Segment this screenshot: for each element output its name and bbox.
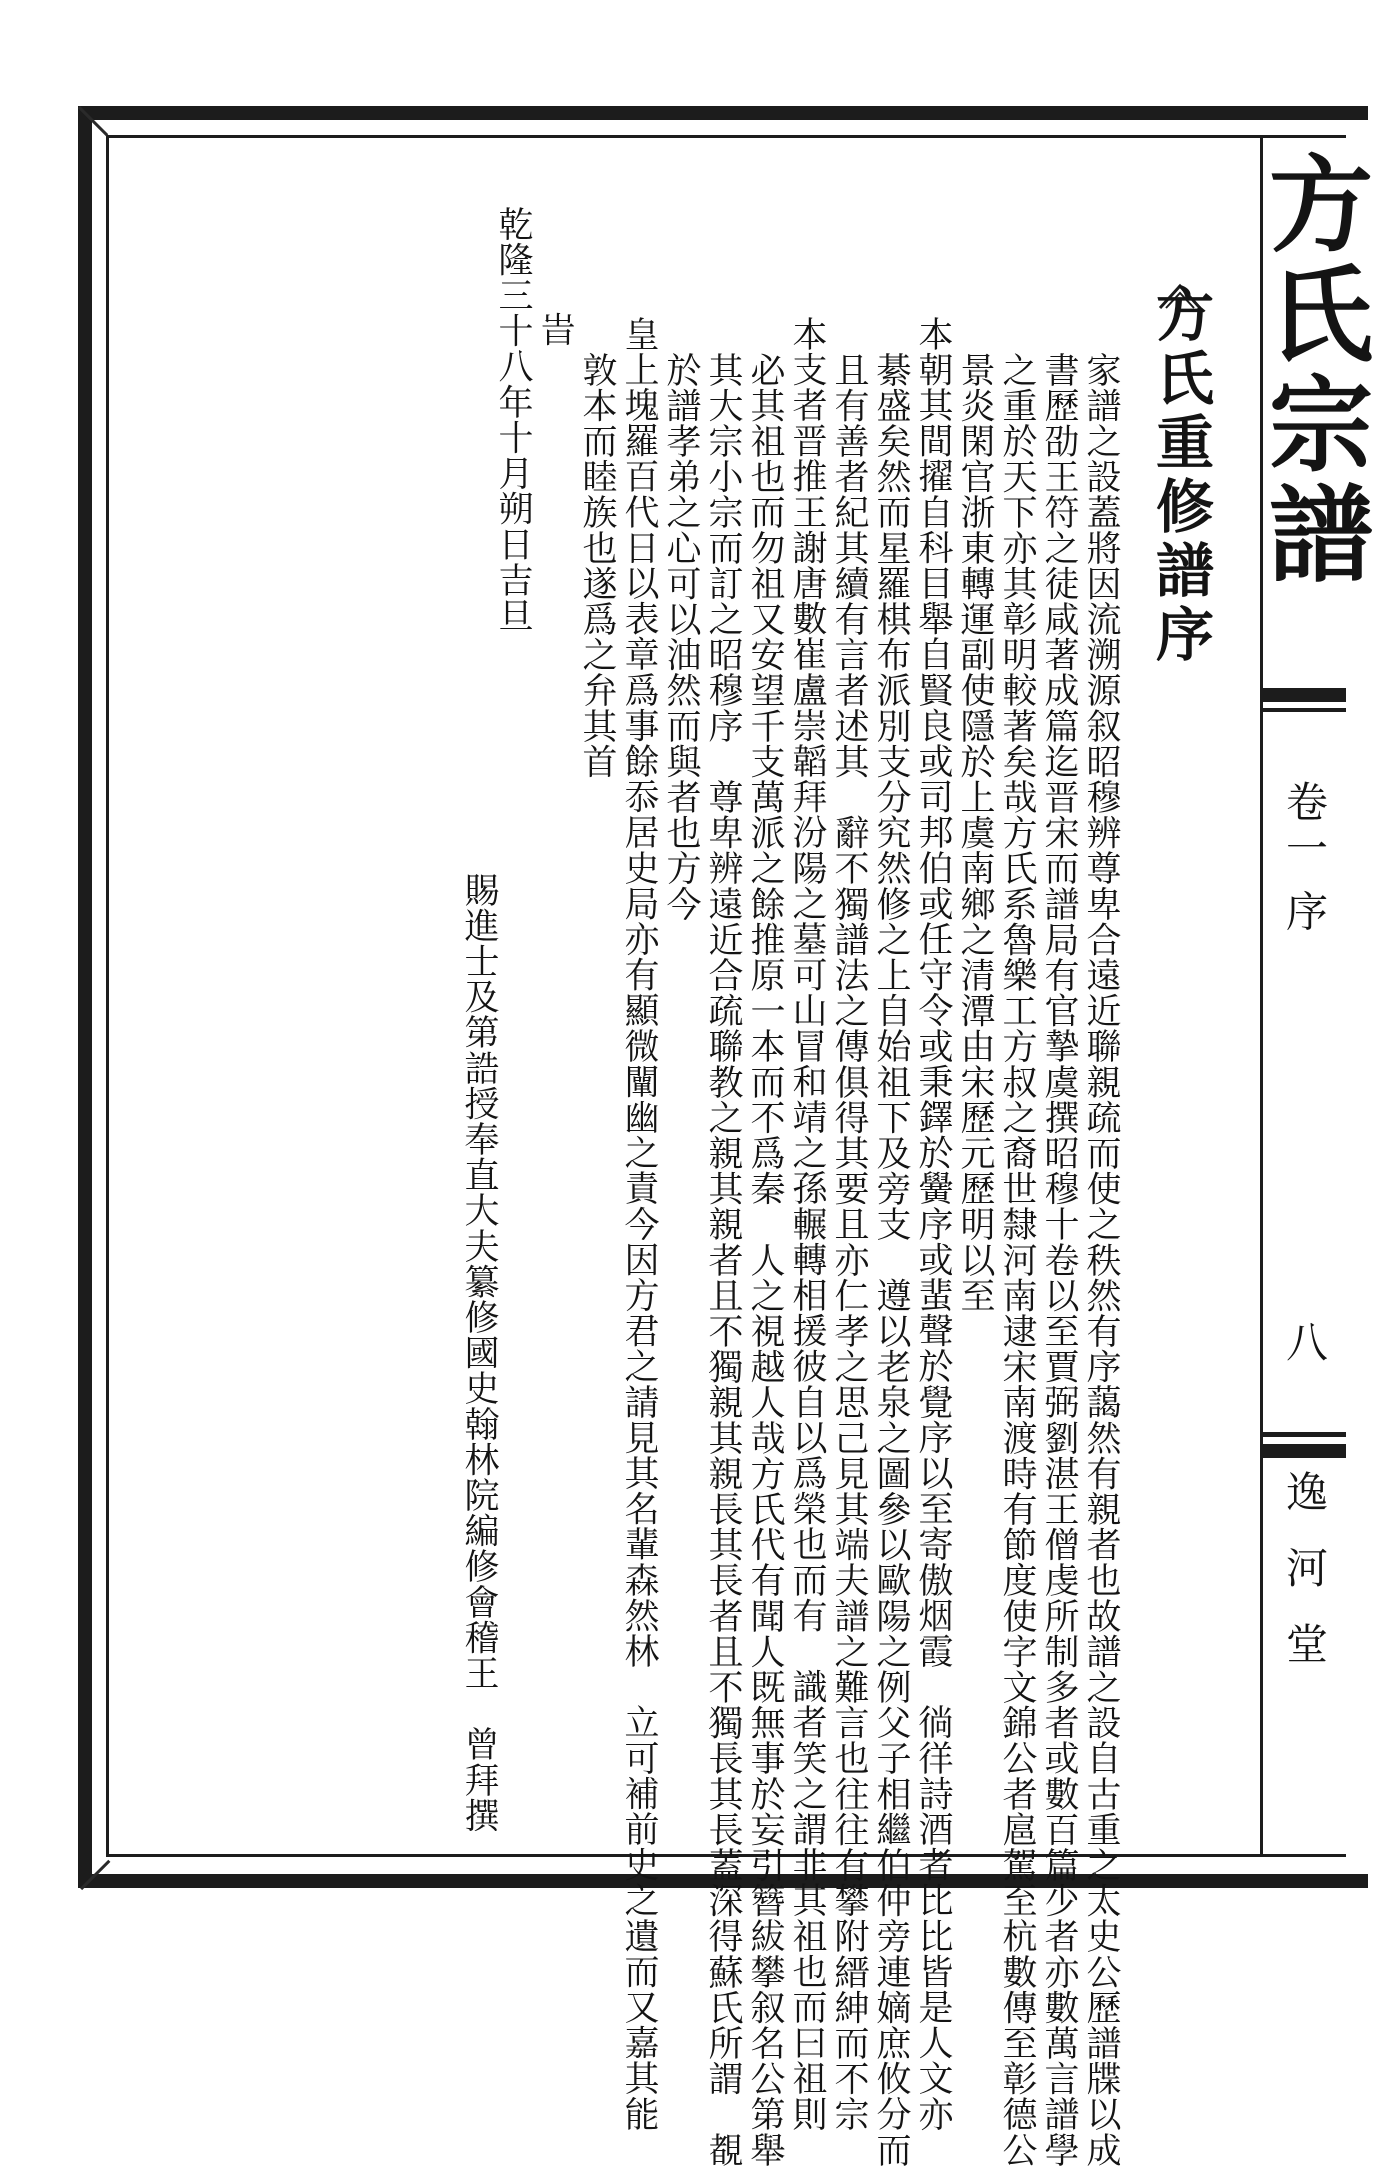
fishtail-mark-lower	[1262, 1444, 1346, 1458]
book-title: 方氏宗譜	[1251, 150, 1374, 590]
text-column-12: 皇上塊羅百代日以表章爲事餘忝居史局亦有顯微闡幽之責今因方君之請見其名輩森然林 立可補前史之遺而又嘉其能	[619, 316, 659, 2132]
text-column-8: 本支者晋推王謝唐數崔盧崇韜拜汾陽之墓可山冒和靖之孫輾轉相援彼自以爲榮也而有 識者笑之謂非其祖也而曰祖則	[787, 316, 827, 2132]
date-line: 乾隆三十八年十月朔日吉旦	[493, 206, 533, 634]
text-column-3: 之重於天下亦其彰明較著矣哉方氏系魯樂工方叔之裔世隸河南逮宋南渡時有節度使字文錦公者扈駕至杭數傳至彰德公	[997, 352, 1037, 2168]
fishtail-line-upper	[1262, 708, 1346, 712]
text-column-1: 家譜之設蓋將因流溯源叙昭穆辨尊卑合遠近聯親疏而使之秩然有序藹然有親者也故譜之設自古重之太史公歷譜牒以成	[1081, 352, 1121, 2168]
text-column-7: 且有善者紀其續有言者述其 辭不獨譜法之傳俱得其要且亦仁孝之思己見其端夫譜之難言也往往有攀附縉紳而不宗	[829, 352, 869, 2132]
text-column-4: 景炎閑官浙東轉運副使隱於上虞南鄉之清潭由宋歷元歷明以至	[955, 352, 995, 1314]
page-number: 八	[1280, 1320, 1329, 1366]
text-column-13: 敦本而睦族也遂爲之弁其首	[577, 352, 617, 780]
text-column-11: 於譜孝弟之心可以油然而與者也方今	[661, 352, 701, 922]
fishtail-line-lower	[1262, 1432, 1346, 1437]
text-column-10: 其大宗小宗而訂之昭穆序 尊卑辨遠近合疏聯教之親其親者且不獨親其親長其長者且不獨長其長蓋深得蘇氏所謂 覩	[703, 352, 743, 2168]
document-heading: 方氏重修譜序	[1146, 284, 1214, 668]
text-column-9: 必其祖也而勿祖又安望千支萬派之餘推原一本而不爲秦 人之視越人哉方氏代有聞人既無事於妄引簪紱攀叙名公第舉	[745, 352, 785, 2168]
author-signature: 賜進士及第誥授奉直大夫纂修國史翰林院編修會稽王 曾拜撰	[459, 872, 499, 1834]
hall-name: 逸河堂	[1280, 1470, 1329, 1698]
text-column-2: 書歷劭王符之徒咸著成篇迄晋宋而譜局有官摯虞撰昭穆十卷以至賈弼劉湛王僧虔所制多者或數百篇少者亦數萬言譜學	[1039, 352, 1079, 2168]
text-column-6: 綦盛矣然而星羅棋布派別支分究然修之上自始祖下及旁支 遵以老泉之圖參以歐陽之例父子相繼伯仲旁連嫡庶攸分而	[871, 352, 911, 2168]
text-column-14: 旹	[535, 276, 575, 348]
text-column-5: 本朝其間擢自科目舉自賢良或司邦伯或任守令或秉鐸於黌序或蜚聲於覺序以至寄傲烟霞 徜徉詩酒者比比皆是人文亦	[913, 316, 953, 2132]
fishtail-mark-upper	[1262, 688, 1346, 702]
volume-label: 卷一 序	[1280, 780, 1329, 936]
